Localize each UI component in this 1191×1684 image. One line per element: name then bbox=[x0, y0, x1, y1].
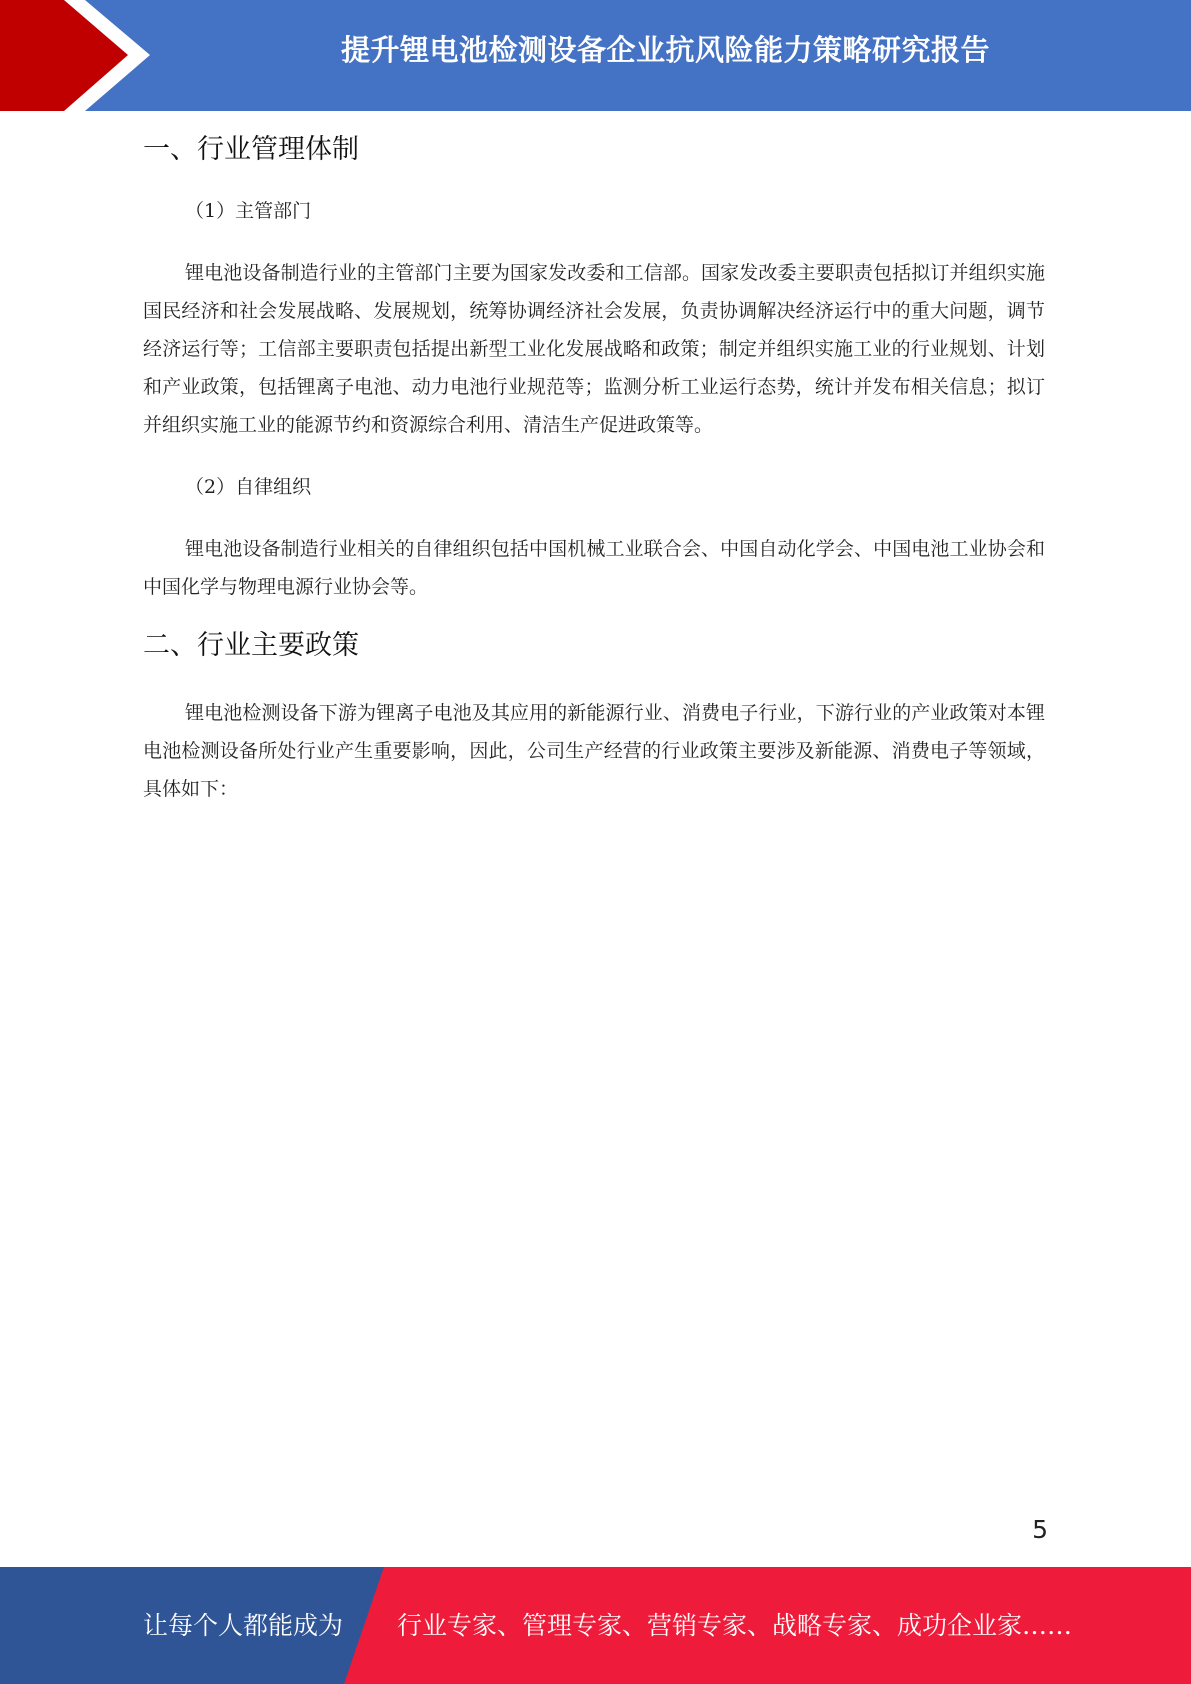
sub-heading-authority: （1）主管部门 bbox=[185, 200, 312, 222]
footer-banner bbox=[0, 1567, 1191, 1684]
paragraph-self-regulation: 锂电池设备制造行业相关的自律组织包括中国机械工业联合会、中国自动化学会、中国电池工业协会和中国化学与物理电源行业协会等。 bbox=[143, 538, 1045, 598]
page-content bbox=[143, 128, 1045, 808]
footer-slogan-right: 行业专家、管理专家、营销专家、战略专家、成功企业家…… bbox=[397, 1611, 1073, 1640]
sub-heading-self-regulation: （2）自律组织 bbox=[185, 476, 312, 498]
section-heading-management: 一、行业管理体制 bbox=[143, 134, 359, 165]
footer-slogan-left: 让每个人都能成为 bbox=[143, 1611, 344, 1640]
header-banner bbox=[0, 0, 1191, 111]
report-title: 提升锂电池检测设备企业抗风险能力策略研究报告 bbox=[340, 33, 990, 67]
paragraph-authority: 锂电池设备制造行业的主管部门主要为国家发改委和工信部。国家发改委主要职责包括拟订并组织实施国民经济和社会发展战略、发展规划，统筹协调经济社会发展，负责协调解决经济运行中的重大问题，调节经济运行等；工信部主要职责包括提出新型工业化发展战略和政策；制定并组织实施工业的行业规划、计划和产业政策，包括锂离子电池、动力电池行业规范等；监测分析工业运行态势，统计并发布相关信息；拟订并组织实施工业的能源节约和资源综合利用、清洁生产促进政策等。 bbox=[143, 262, 1045, 436]
section-heading-policies: 二、行业主要政策 bbox=[143, 630, 359, 661]
page-number: 5 bbox=[1032, 1515, 1048, 1544]
paragraph-policies: 锂电池检测设备下游为锂离子电池及其应用的新能源行业、消费电子行业，下游行业的产业政策对本锂电池检测设备所处行业产生重要影响，因此，公司生产经营的行业政策主要涉及新能源、消费电子等领域，具体如下： bbox=[143, 702, 1045, 800]
